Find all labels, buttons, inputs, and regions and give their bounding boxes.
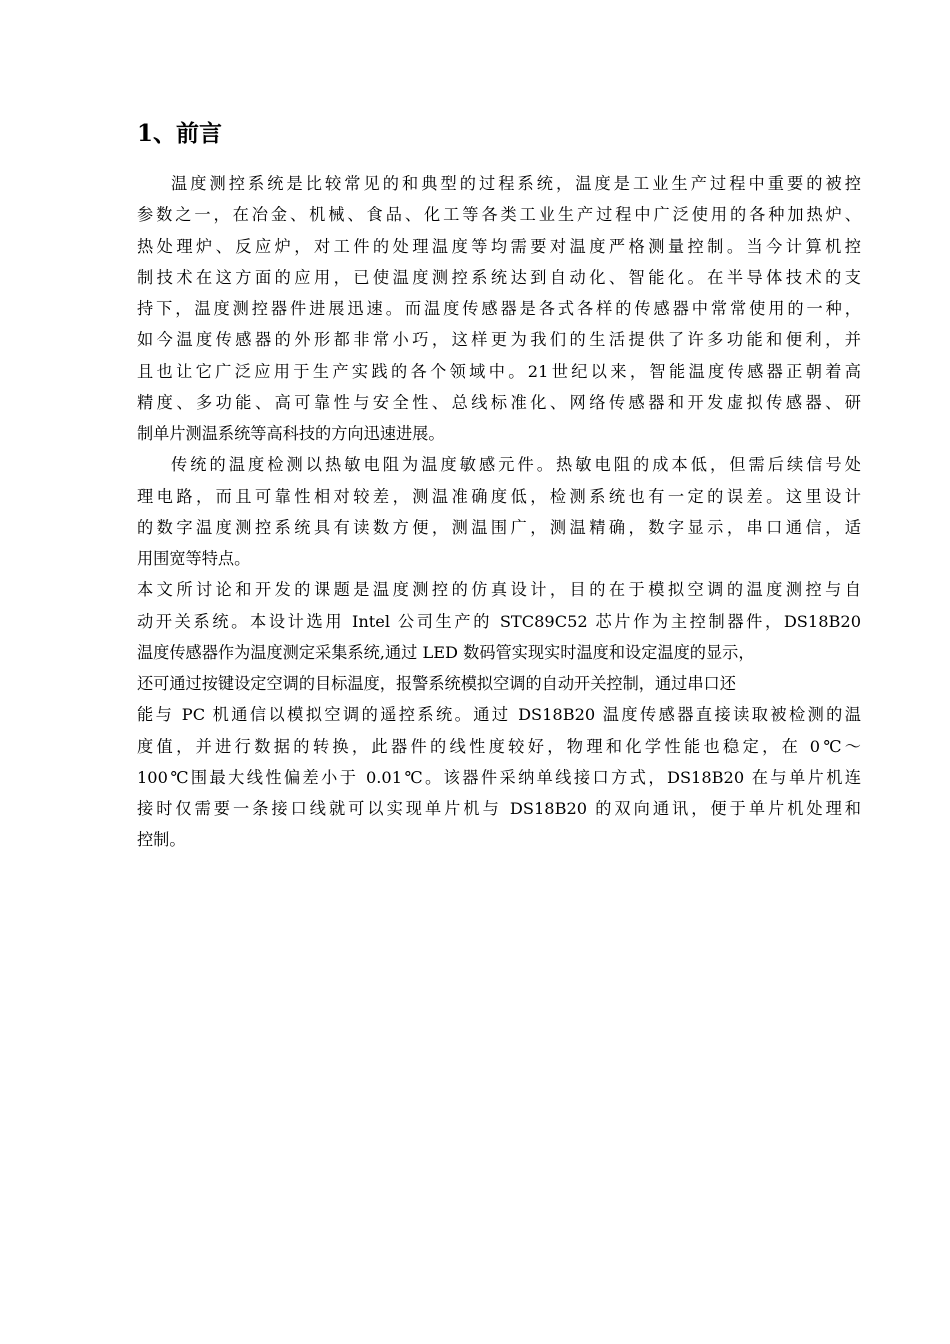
text-line: 动开关系统。本设计选用 Intel 公司生产的 STC89C52 芯片作为主控制器件，DS18B20 [137,611,861,631]
text-line: 温度传感器作为温度测定采集系统,通过 LED 数码管实现实时温度和设定温度的显示， [137,642,755,662]
text-line: 控制。 [137,830,186,850]
text-line: 参数之一，在冶金、机械、食品、化工等各类工业生产过程中广泛使用的各种加热炉、 [137,205,861,225]
text-line: 制单片测温系统等高科技的方向迅速进展。 [137,424,445,443]
text-line: 精度、多功能、高可靠性与安全性、总线标准化、网络传感器和开发虚拟传感器、研 [137,392,861,412]
text-line: 能与 PC 机通信以模拟空调的遥控系统。通过 DS18B20 温度传感器直接读取被检测的温 [137,705,861,725]
text-line: 温度测控系统是比较常见的和典型的过程系统，温度是工业生产过程中重要的被控 [171,174,861,193]
text-line: 制技术在这方面的应用，已使温度测控系统达到自动化、智能化。在半导体技术的支 [137,267,861,287]
body-text [137,168,861,856]
text-line: 100℃围最大线性偏差小于 0.01℃。该器件采纳单线接口方式，DS18B20 在与单片机连 [137,767,861,787]
paragraph-traditional [137,449,861,574]
text-line: 本文所讨论和开发的课题是温度测控的仿真设计，目的在于模拟空调的温度测控与自 [137,580,861,600]
text-line: 还可通过按键设定空调的目标温度，报警系统模拟空调的自动开关控制，通过串口还 [137,674,736,693]
text-line: 度值，并进行数据的转换，此器件的线性度较好，物理和化学性能也稳定，在 0℃～ [137,736,861,756]
section-heading: 1、前言 [137,120,223,147]
paragraph-intro [137,168,861,449]
text-line: 持下，温度测控器件进展迅速。而温度传感器是各式各样的传感器中常常使用的一种， [137,299,861,318]
text-line: 理电路，而且可靠性相对较差，测温准确度低，检测系统也有一定的误差。这里设计 [137,486,861,506]
text-line: 传统的温度检测以热敏电阻为温度敏感元件。热敏电阻的成本低，但需后续信号处 [171,455,861,475]
text-line: 如今温度传感器的外形都非常小巧，这样更为我们的生活提供了许多功能和便利，并 [137,330,861,350]
text-line: 用围宽等特点。 [137,549,251,568]
text-line: 的数字温度测控系统具有读数方便，测温围广，测温精确，数字显示，串口通信，适 [137,517,861,537]
text-line: 且也让它广泛应用于生产实践的各个领域中。21世纪以来，智能温度传感器正朝着高 [137,361,861,381]
text-line: 热处理炉、反应炉，对工件的处理温度等均需要对温度严格测量控制。当今计算机控 [137,236,861,256]
paragraph-design [137,574,861,855]
text-line: 接时仅需要一条接口线就可以实现单片机与 DS18B20 的双向通讯，便于单片机处理和 [137,799,861,818]
